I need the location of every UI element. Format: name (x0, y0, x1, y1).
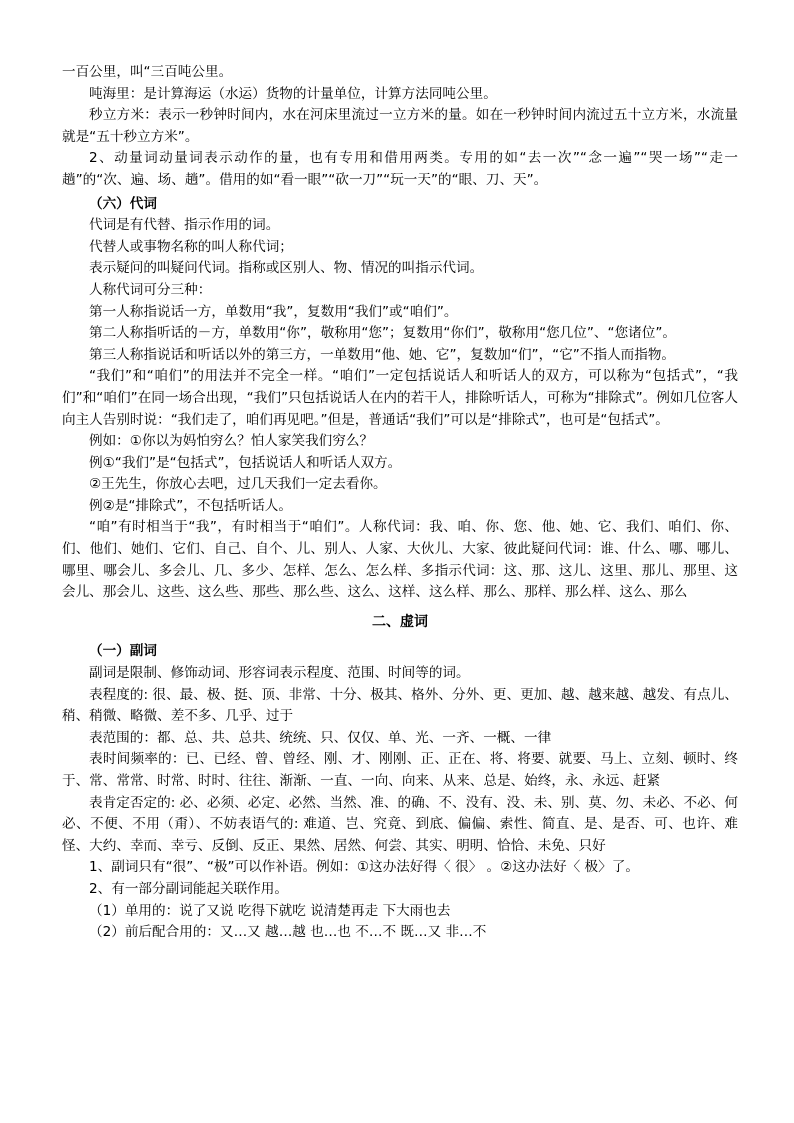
paragraph-negation-mood-adverbs: 表肯定否定的: 必、必须、必定、必然、当然、准、的确、不、没有、没、未、别、莫、勿、未必、不必、何必、不便、不用（甭）、不妨表语气的: 难道、岂、究竟、到底、偏偏、索性、简直、是、是否、可、也许、难怪、大约、幸而、幸亏、反倒、反正、果然、居然、何尝、其实、明明、恰恰、未免、只好 (62, 794, 738, 854)
paragraph-first-person: 第一人称指说话一方，单数用“我”，复数用“我们”或“咱们”。 (89, 303, 458, 320)
paragraph-degree-adverbs: 表程度的: 很、最、极、挺、顶、非常、十分、极其、格外、分外、更、更加、越、越来越、越发、有点儿、稍、稍微、略微、差不多、几乎、过于 (62, 686, 738, 725)
paragraph-example-1-note: 例①“我们”是“包括式”，包括说话人和听话人双方。 (89, 454, 402, 471)
paragraph-example-2: ②王先生，你放心去吧，过几天我们一定去看你。 (89, 476, 387, 493)
paragraph-third-person: 第三人称指说话和听话以外的第三方，一单数用“他、她、它”，复数加“们”，“它”不指人而指物。 (89, 346, 676, 363)
measure-word-section (62, 62, 738, 192)
paragraph-verbal-measure-words: 2、动量词动量词表示动作的量，也有专用和借用两类。专用的如“去一次”“念一遍”“哭一场”“走一趟”的“次、遍、场、趟”。借用的如“看一眼”“砍一刀”“玩一天”的“眼、刀、天”。 (62, 150, 738, 188)
paragraph-example-2-note: 例②是“排除式”，不包括听话人。 (89, 497, 292, 514)
pronoun-section (62, 215, 738, 604)
paragraph-adverb-def: 副词是限制、修饰动词、形容词表示程度、范围、时间等的词。 (89, 665, 470, 682)
paragraph-second-person: 第二人称指听话的－方，单数用“你”，敬称用“您”；复数用“你们”，敬称用“您几位”、“您诸位”。 (89, 325, 676, 342)
adverb-section (62, 663, 738, 944)
paragraph-adverb-complement: 1、副词只有“很”、“极”可以作补语。例如：①这办法好得〈 很〉 。②这办法好〈 极〉了。 (89, 859, 639, 876)
paragraph-example-1: 例如：①你以为妈怕穷么？怕人家笑我们穷么？ (89, 433, 374, 450)
document-page (62, 62, 738, 944)
paragraph-personal-pronoun: 代替人或事物名称的叫人称代词； (89, 238, 293, 255)
paragraph-ton-nautical-mile: 吨海里：是计算海运（水运）货物的计量单位，计算方法同吨公里。 (89, 85, 497, 102)
paragraph-three-persons: 人称代词可分三种： (89, 281, 212, 298)
list-item-paired-use: （2）前后配合用的：又…又 越…越 也…也 不…不 既…又 非…不 (89, 924, 487, 941)
paragraph-interrogative-demonstrative: 表示疑问的叫疑问代词。指称或区别人、物、情况的叫指示代词。 (89, 260, 484, 277)
paragraph-women-zanmen: “我们”和“咱们”的用法并不完全一样。“咱们”一定包括说话人和听话人的双方，可以称为“包括式”，“我们”和“咱们”在同一场合出现，“我们”只包括说话人在内的若干人，排除听话人，可称为“排除式”。例如几位客人向主人告别时说：“我们走了，咱们再见吧。”但是，普通话“我们”可以是“排除式”，也可是“包括式”。 (62, 368, 738, 428)
paragraph-scope-adverbs: 表范围的：都、总、共、总共、统统、只、仅仅、单、光、一齐、一概、一律 (89, 729, 552, 746)
paragraph-adverb-conjunctive: 2、有一部分副词能起关联作用。 (89, 880, 288, 897)
section-heading-adverbs: （一）副词 (89, 643, 157, 660)
section-heading-pronouns: （六）代词 (89, 195, 157, 212)
paragraph-pronoun-lists: “咱”有时相当于“我”，有时相当于“咱们”。人称代词：我、咱、你、您、他、她、它、我们、咱们、你、们、他们、她们、它们、自己、自个、儿、别人、人家、大伙儿、大家、彼此疑问代词：谁、什么、哪、哪儿、哪里、哪会儿、多会儿、几、多少、怎样、怎么、怎么样、多指示代词：这、那、这儿、这里、那儿、那里、这会儿、那会儿、这些、这么些、那些、那么些、这么、这样、这么样、那么、那样、那么样、这么、那么 (62, 519, 738, 601)
list-item-single-use: （1）单用的：说了又说 吃得下就吃 说清楚再走 下大雨也去 (89, 902, 451, 919)
paragraph-cubic-meter-per-second: 秒立方米：表示一秒钟时间内，水在河床里流过一立方米的量。如在一秒钟时间内流过五十立方米，水流量就是“五十秒立方米”。 (62, 107, 738, 145)
part-heading-function-words: 二、虚词 (372, 613, 428, 630)
paragraph-time-adverbs: 表时间频率的：已、已经、曾、曾经、刚、才、刚刚、正、正在、将、将要、就要、马上、立刻、顿时、终于、常、常常、时常、时时、往往、渐渐、一直、一向、向来、从来、总是、始终，永、永远、赶紧 (62, 751, 738, 789)
paragraph-ton-km: 一百公里，叫“三百吨公里。 (62, 64, 233, 80)
paragraph-pronoun-def: 代词是有代替、指示作用的词。 (89, 217, 280, 234)
